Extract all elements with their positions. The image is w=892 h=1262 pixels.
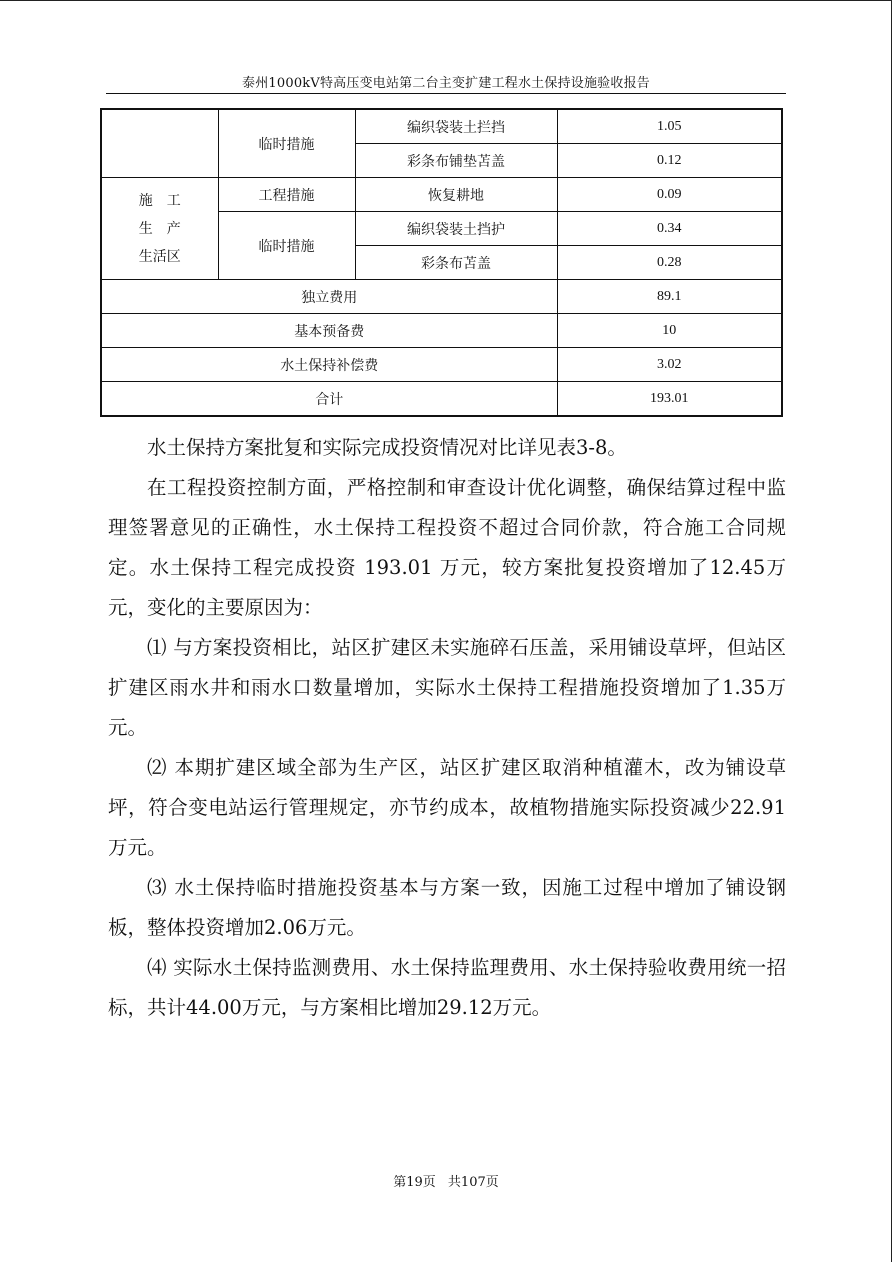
table-row [101,109,782,144]
summary-value: 10 [557,314,782,348]
page-top-border [0,0,892,1]
paragraph: ⑶ 水土保持临时措施投资基本与方案一致，因施工过程中增加了铺设钢板，整体投资增加2.06万元。 [108,876,786,939]
category-cell: 临时措施 [218,212,355,280]
category-cell: 临时措施 [218,109,355,178]
item-cell: 彩条布苫盖 [355,246,557,280]
value-cell: 0.12 [557,144,782,178]
page-total: 共107页 [447,1175,499,1190]
paragraph: ⑵ 本期扩建区域全部为生产区，站区扩建区取消种植灌木，改为铺设草坪，符合变电站运行管理规定，亦节约成本，故植物措施实际投资减少22.91万元。 [108,756,786,859]
area-cell-empty [101,109,218,178]
total-value: 193.01 [557,382,782,417]
investment-table [100,108,783,417]
value-cell: 1.05 [557,109,782,144]
summary-label: 基本预备费 [101,314,557,348]
summary-row [101,348,782,382]
header-rule [106,93,786,94]
summary-label: 独立费用 [101,280,557,314]
item-cell: 编织袋装土拦挡 [355,109,557,144]
value-cell: 0.34 [557,212,782,246]
summary-label: 水土保持补偿费 [101,348,557,382]
category-cell: 工程措施 [218,178,355,212]
summary-value: 3.02 [557,348,782,382]
page-footer [0,1171,892,1190]
summary-row [101,280,782,314]
total-row [101,382,782,417]
page-number: 第19页 [393,1175,436,1190]
running-header: 泰州1000kV特高压变电站第二台主变扩建工程水土保持设施验收报告 [242,76,650,91]
value-cell: 0.09 [557,178,782,212]
summary-row [101,314,782,348]
total-label: 合计 [101,382,557,417]
area-cell-construction [101,178,218,280]
item-cell: 编织袋装土挡护 [355,212,557,246]
paragraph: ⑴ 与方案投资相比，站区扩建区未实施碎石压盖，采用铺设草坪，但站区扩建区雨水井和雨水口数量增加，实际水土保持工程措施投资增加了1.35万元。 [108,636,786,739]
paragraph: 在工程投资控制方面，严格控制和审查设计优化调整，确保结算过程中监理签署意见的正确性，水土保持工程投资不超过合同价款，符合施工合同规定。水土保持工程完成投资 193.01 万元，较方案批复投资增加了12.45万元，变化的主要原因为： [108,476,786,619]
summary-value: 89.1 [557,280,782,314]
item-cell: 恢复耕地 [355,178,557,212]
area-label-line: 生活区 [138,248,181,265]
value-cell: 0.28 [557,246,782,280]
paragraph: ⑷ 实际水土保持监测费用、水土保持监理费用、水土保持验收费用统一招标，共计44.00万元，与方案相比增加29.12万元。 [108,956,786,1019]
paragraph: 水土保持方案批复和实际完成投资情况对比详见表3-8。 [147,436,627,459]
area-label-line: 生 产 [138,220,181,237]
item-cell: 彩条布铺垫苫盖 [355,144,557,178]
area-label-line: 施 工 [138,192,181,209]
body-text [108,428,786,1028]
table-row [101,178,782,212]
